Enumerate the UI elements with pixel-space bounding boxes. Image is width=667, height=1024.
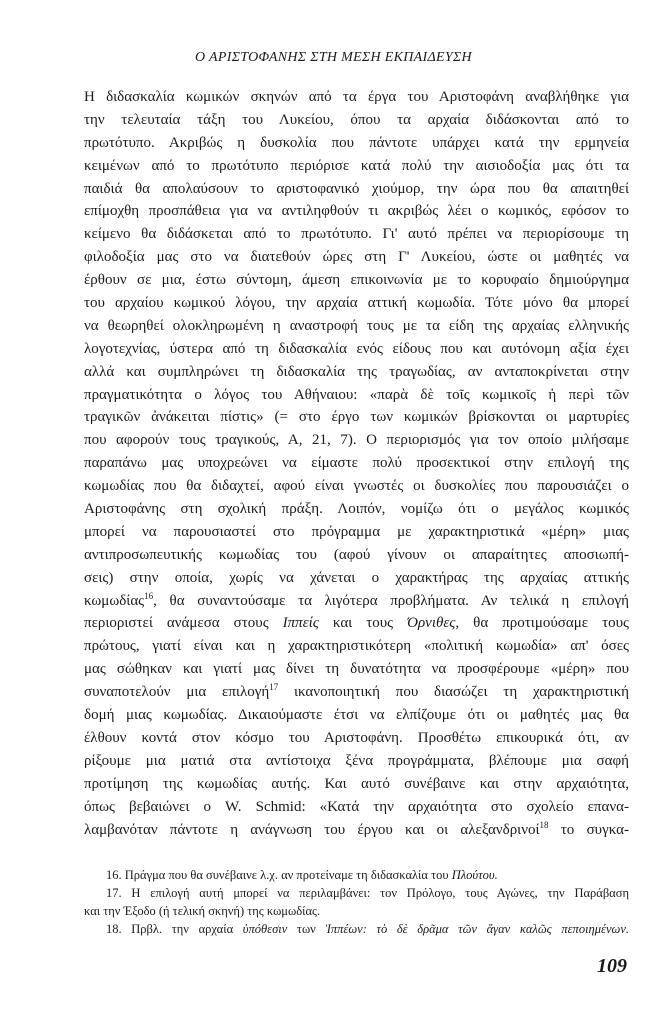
text-segment: κειμένων από το πρωτότυπο περιόρισε κατά πολύ την αισιοδοξία μας ότι τα [84,157,629,174]
italic-text: Ἱππέων: τὸ δὲ δρᾶμα τῶν ἄγαν καλῶς πεποιημένων. [325,922,629,936]
text-segment: πραγματικότητα ο λόγος του Αθήναιου: «παρὰ δὲ τοῖς κωμικοῖς ἡ περὶ τῶν [84,386,629,403]
text-line [84,773,629,796]
text-segment: του αρχαίου κωμικού λόγου, την αρχαία αττική κωμωδία. Τότε μόνο θα μπορεί [84,295,629,312]
text-line [84,635,629,658]
text-segment: πρωτότυπο. Ακριβώς η δυσκολία που πάντοτε υπάρχει κατά την ερμηνεία [84,134,629,151]
text-segment: , θα προτιμούσαμε τους [455,615,629,632]
text-line [84,544,629,567]
text-segment: μας σώθηκαν και γιατί μας δίνει τη δυνατότητα να προσφέρουμε «μέρη» που [84,661,629,678]
text-line [84,475,629,498]
text-line [84,246,629,269]
text-segment: λαμβανόταν πάντοτε η ανάγνωση του έργου και οι αλεξανδρινοί [84,821,540,838]
footnote-line [84,920,629,938]
text-segment: σεις) στην οποία, χωρίς να χάνεται ο χαρακτήρας της αρχαίας αττικής [84,569,629,586]
text-segment: κωμωδίας [84,592,145,609]
text-segment: να θεωρηθεί ολοκληρωμένη η αναστροφή τους με τα είδη της αρχαίας ελληνικής [84,317,629,334]
italic-text: Πλούτου. [451,868,498,882]
text-line [84,338,629,361]
text-line [84,681,629,704]
text-line [84,658,629,681]
text-line [84,155,629,178]
text-line [84,384,629,407]
text-line [84,750,629,773]
text-segment: κείμενο θα διδάσκεται από το πρωτότυπο. Γι' αυτό πρέπει να περιορίσουμε τη [84,226,629,243]
running-head: Ο ΑΡΙΣΤΟΦΑΝΗΣ ΣΤΗ ΜΕΣΗ ΕΚΠΑΙΔΕΥΣΗ [195,50,472,65]
text-line [84,223,629,246]
text-segment: παραπάνω μας υποχρεώνει να είμαστε πολύ προσεκτικοί στην επιλογή της [84,455,629,472]
text-segment: το συγκα- [548,821,629,838]
footnote-line [84,866,629,884]
footnote-line [84,902,629,920]
text-segment: 18. Πρβλ. την αρχαία [106,922,243,936]
text-segment: ρίξουμε μια ματιά στα αντίστοιχα ξένα προγράμματα, βλέπουμε μια σαφή [84,752,629,769]
text-line [84,406,629,429]
text-segment: παιδιά θα απολαύσουν το αριστοφανικό χιούμορ, την ώρα που θα απαιτηθεί [84,180,629,197]
text-segment: ικανοποιητική που διασώζει τη χαρακτηριστική [278,684,629,701]
text-line [84,612,629,635]
text-segment: προτίμηση της κωμωδίας αυτής. Και αυτό συνέβαινε και στην αρχαιότητα, [84,775,629,792]
text-segment: 17. Η επιλογή αυτή μπορεί να περιλαμβάνει: τον Πρόλογο, τους Αγώνες, την Παράβαση [106,886,629,900]
italic-text: Όρνιθες [407,615,456,632]
text-line [84,498,629,521]
italic-text: ὑπόθεσιν [242,922,288,936]
text-line [84,315,629,338]
text-segment: και την Έξοδο (ή τελική σκηνή) της κωμωδίας. [84,904,321,918]
text-segment: αντιπροσωπευτικής κωμωδίας του (αφού γίνουν οι απαραίτητες αποσιωπή- [84,546,629,563]
text-line [84,429,629,452]
text-segment: των [287,922,326,936]
text-line [84,819,629,842]
text-line [84,590,629,613]
text-segment: Αριστοφάνης στη σχολική πράξη. Λοιπόν, νομίζω ότι ο μεγάλος κωμικός [84,501,629,518]
text-segment: που αφορούν τους τραγικούς, Α, 21, 7). Ο περιορισμός για τον οποίο μιλήσαμε [84,432,629,449]
text-line [84,269,629,292]
text-segment: αλλά και συμπληρώνει τη διδασκαλία της τραγωδίας, αν ανταποκρίνεται στην [84,363,629,380]
text-segment: δομή μιας κωμωδίας. Δικαιούμαστε έτσι να ελπίζουμε ότι οι μαθητές μας θα [84,707,629,724]
text-line [84,132,629,155]
text-line [84,86,629,109]
text-line [84,704,629,727]
footnote-reference[interactable]: 18 [539,819,549,830]
text-segment: επίμοχθη προσπάθεια για να αντιληφθούν τι ακριβώς λέει ο κωμικός, εφόσον το [84,203,629,220]
footnote-reference[interactable]: 16 [144,590,154,601]
text-line [84,178,629,201]
text-line [84,796,629,819]
text-line [84,727,629,750]
text-segment: και τους [318,615,408,632]
text-line [84,200,629,223]
text-segment: όπως βεβαιώνει ο W. Schmid: «Κατά την αρχαιότητα στο σχολείο επανα- [84,798,629,815]
text-segment: φιλοδοξία μας στο να διατεθούν ώρες στη Γ' Λυκείου, ώστε οι μαθητές να [84,249,629,266]
text-segment: τραγικῶν ἀνάκειται πίστις» (= στο έργο των κωμικών βρίσκονται οι μαρτυρίες [84,409,629,426]
text-line [84,361,629,384]
text-segment: έρθουν σε μια, έστω σύντομη, άμεση επικοινωνία με το κορυφαίο δημιούργημα [84,272,629,289]
text-line [84,109,629,132]
footnote-reference[interactable]: 17 [269,682,279,693]
text-segment: μπορεί να παρουσιαστεί στο πρόγραμμα με χαρακτηριστικά «μέρη» μιας [84,523,629,540]
text-segment: 16. Πράγμα που θα συνέβαινε λ.χ. αν προτείναμε τη διδασκαλία του [106,868,452,882]
text-line [84,567,629,590]
text-segment: έλθουν κοντά στον κόσμο του Αριστοφάνη. Προσθέτω επικουρικά ότι, αν [84,729,629,746]
italic-text: Ιππείς [282,615,319,632]
footnote-line [84,884,629,902]
text-line [84,292,629,315]
footnotes [84,866,629,938]
text-segment: , θα συναντούσαμε τα λιγότερα προβλήματα. Αν τελικά η επιλογή [153,592,629,609]
text-line [84,521,629,544]
text-segment: περιοριστεί ανάμεσα στους [84,615,283,632]
text-segment: κωμωδίας που θα διδαχτεί, αφού είναι γνωστές οι δυσκολίες που παρουσιάζει ο [84,478,629,495]
text-line [84,452,629,475]
page-number: 109 [597,955,627,977]
text-segment: συναποτελούν μια επιλογή [84,684,270,701]
text-segment: λογοτεχνίας, ύστερα από τη διδασκαλία ενός είδους που και αυτόνομη αξία έχει [84,340,629,357]
text-segment: την τελευταία τάξη του Λυκείου, όπου τα αρχαία διδάσκονται από το [84,111,629,128]
text-segment: πρώτους, γιατί είναι και η χαρακτηριστικότερη «πολιτική κωμωδία» απ' όσες [84,638,629,655]
text-segment: Η διδασκαλία κωμικών σκηνών από τα έργα του Αριστοφάνη αναβλήθηκε για [84,89,629,105]
body-text [84,86,629,841]
